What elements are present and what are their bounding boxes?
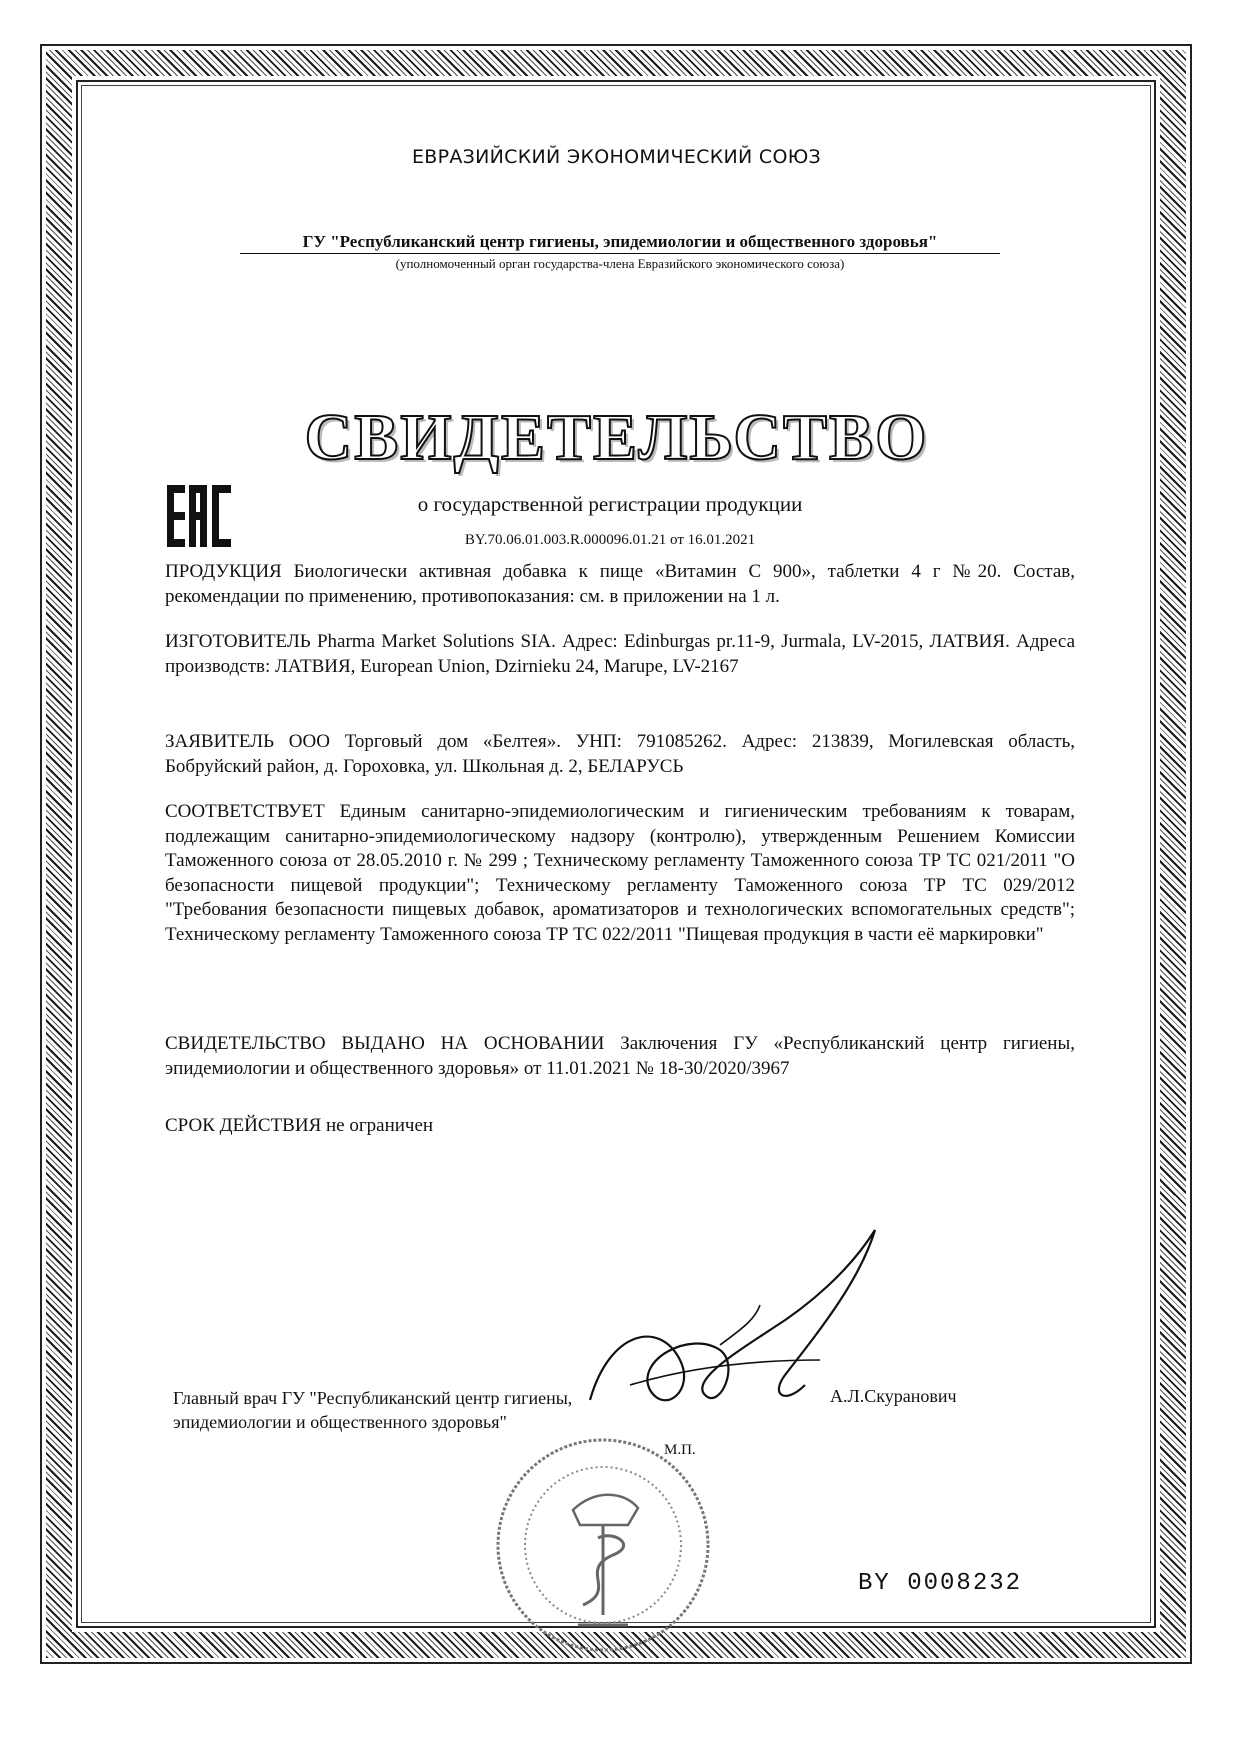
manufacturer-section: ИЗГОТОВИТЕЛЬ Pharma Market Solutions SIA. Адрес: Edinburgas pr.11-9, Jurmala, LV-2015, ЛАТВИЯ. Адреса производств: ЛАТВИЯ, European Union, Dzirnieku 24, Marupe, LV-2167 — [165, 631, 1075, 677]
compliance-section: СООТВЕТСТВУЕТ Единым санитарно-эпидемиологическим и гигиеническим требованиям к товарам, подлежащим санитарно-эпидемиологическому надзору (контролю), утвержденным Решением Комиссии Таможенного союза от 28.05.2010 г. № 299 ; Техническому регламенту Таможенного союза ТР ТС 021/2011 "О безопасности пищевой продукции"; Техническому регламенту Таможенного союза ТР ТС 029/2012 "Требования безопасности пищевых добавок, ароматизаторов и технологических вспомогательных средств"; Техническому регламенту Таможенного союза ТР ТС 022/2011 "Пищевая продукция в части её маркировки" — [165, 801, 1075, 945]
registration-line — [300, 532, 920, 549]
document-title: СВИДЕТЕЛЬСТВО — [304, 401, 929, 474]
official-seal-icon — [488, 1430, 718, 1660]
union-name: ЕВРАЗИЙСКИЙ ЭКОНОМИЧЕСКИЙ СОЮЗ — [411, 146, 822, 168]
eac-logo-icon — [167, 485, 231, 547]
signatory-position: Главный врач ГУ "Республиканский центр гигиены, эпидемиологии и общественного здоровья" — [173, 1388, 573, 1432]
product-section: ПРОДУКЦИЯ Биологически активная добавка к пище «Витамин С 900», таблетки 4 г №20. Состав, рекомендации по применению, противопоказания: см. в приложении на 1 л. — [165, 561, 1075, 607]
registration-date-prefix: от — [670, 532, 684, 548]
validity-section: СРОК ДЕЙСТВИЯ не ограничен — [165, 1115, 434, 1136]
registration-number: BY.70.06.01.003.R.000096.01.21 — [464, 532, 667, 548]
basis-section: СВИДЕТЕЛЬСТВО ВЫДАНО НА ОСНОВАНИИ Заключения ГУ «Республиканский центр гигиены, эпидемиологии и общественного здоровья» от 11.01.2021 № 18-30/2020/3967 — [165, 1033, 1075, 1079]
stamp-label: М.П. — [664, 1442, 696, 1458]
signatory-name: А.Л.Скуранович — [830, 1386, 957, 1406]
handwritten-signature-icon — [570, 1210, 910, 1460]
issuing-authority: ГУ "Республиканский центр гигиены, эпидемиологии и общественного здоровья" — [240, 232, 1000, 254]
registration-date: 16.01.2021 — [687, 532, 756, 548]
authority-note: (уполномоченный орган государства-члена Евразийского экономического союза) — [395, 256, 845, 271]
serial-number: BY 0008232 — [858, 1570, 1023, 1597]
applicant-section: ЗАЯВИТЕЛЬ ООО Торговый дом «Белтея». УНП: 791085262. Адрес: 213839, Могилевская область, Бобруйский район, д. Гороховка, ул. Школьная д. 2, БЕЛАРУСЬ — [165, 731, 1075, 777]
document-subtitle: о государственной регистрации продукции — [417, 492, 803, 516]
